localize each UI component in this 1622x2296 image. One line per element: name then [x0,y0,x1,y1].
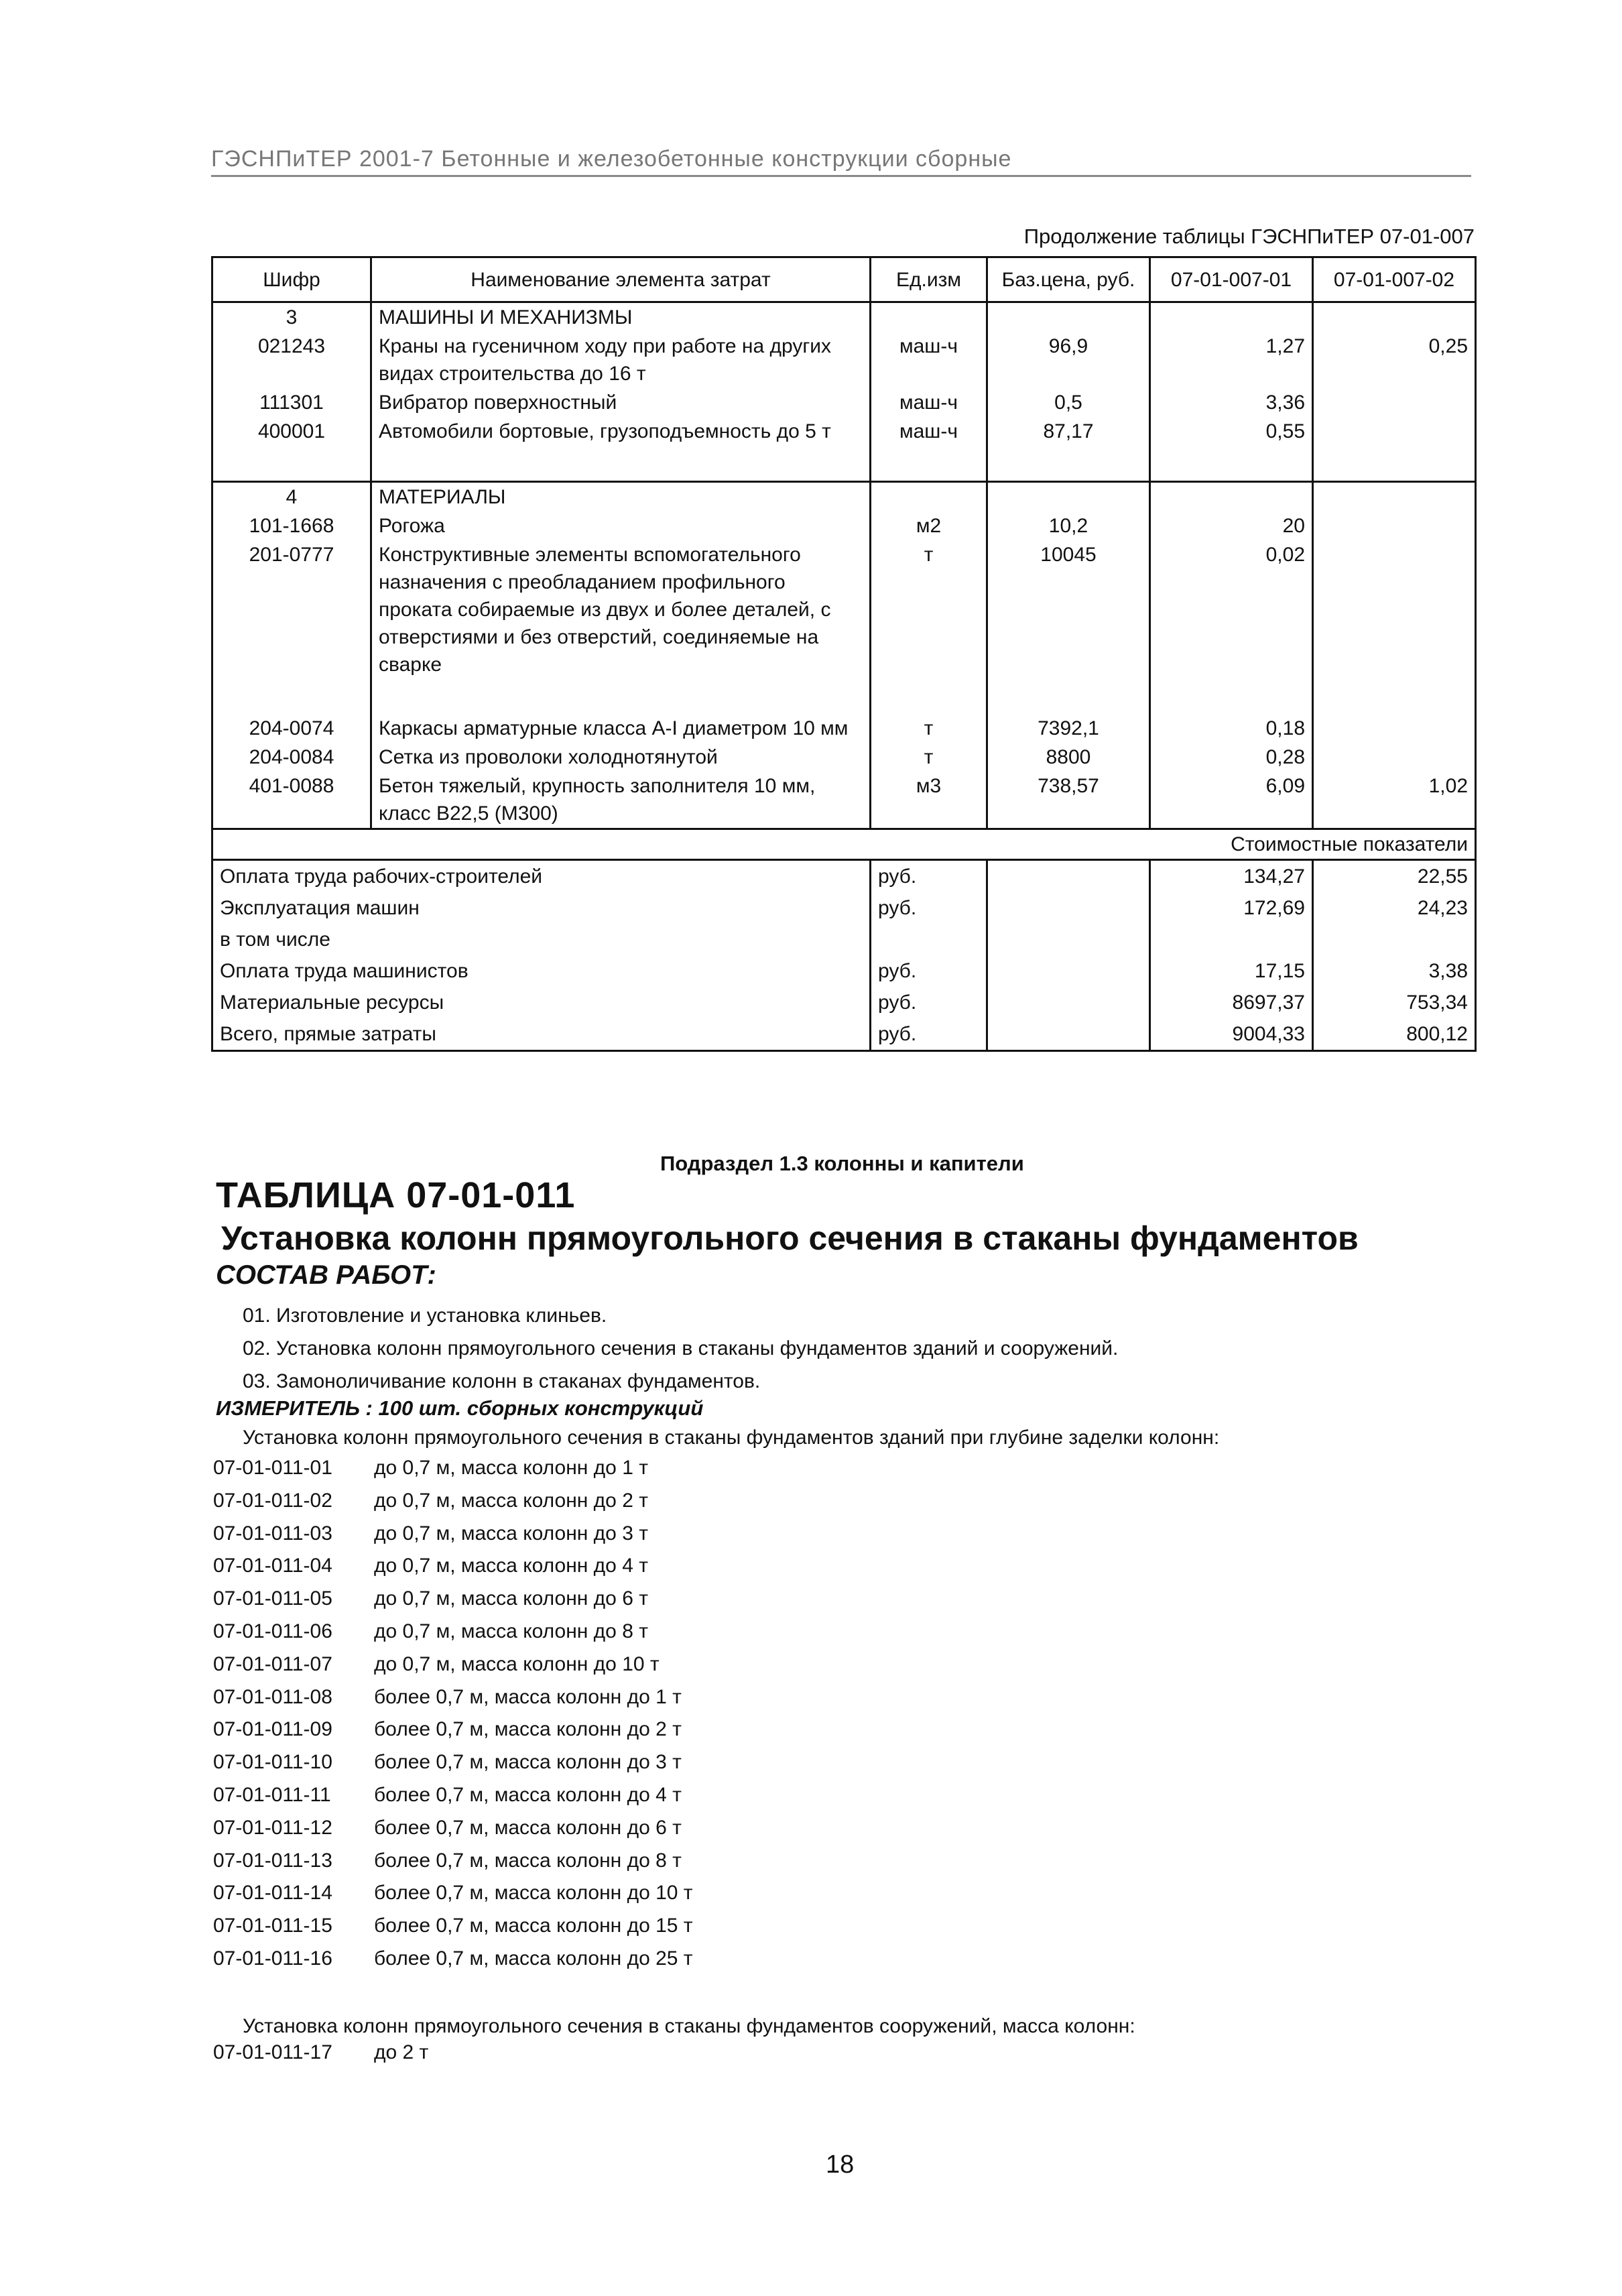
item-code: 07-01-011-10 [213,1751,332,1774]
item-code: 07-01-011-14 [213,1882,332,1905]
row-code: 101-1668 [212,511,371,540]
totals-value-1: 172,69 [1150,892,1313,924]
list-item [213,1616,693,1648]
col-header-unit: Ед.изм [871,257,987,302]
list-item [213,1812,693,1845]
section-code: 4 [212,482,371,512]
row-value-2: 1,02 [1313,772,1476,829]
row-price: 96,9 [987,332,1150,388]
row-value-2 [1313,540,1476,679]
row-value-1: 20 [1150,511,1313,540]
table-row [212,511,1476,540]
col-header-code: Шифр [212,257,371,302]
item-code: 07-01-011-12 [213,1816,332,1839]
table-row [212,417,1476,446]
totals-unit [871,924,987,955]
row-code: 400001 [212,417,371,446]
item-code: 07-01-011-07 [213,1652,332,1675]
list-item [213,1779,693,1812]
item-code: 07-01-011-15 [213,1915,332,1937]
row-unit: т [871,714,987,743]
row-code: 021243 [212,332,371,388]
totals-value-2: 3,38 [1313,955,1476,987]
list-item [213,1681,693,1714]
item-code: 07-01-011-02 [213,1489,332,1512]
work-item: 03. Замоноличивание колонн в стаканах фундаментов. [243,1370,761,1392]
item-desc: более 0,7 м, масса колонн до 10 т [374,1882,693,1905]
item-desc: более 0,7 м, масса колонн до 25 т [374,1947,693,1970]
table-row [212,540,1476,679]
row-code: 111301 [212,388,371,417]
row-value-2: 0,25 [1313,332,1476,388]
row-price: 10045 [987,540,1150,679]
totals-value-2 [1313,924,1476,955]
totals-value-1 [1150,924,1313,955]
list-item [213,1518,693,1551]
row-unit: маш-ч [871,388,987,417]
totals-value-2: 22,55 [1313,860,1476,893]
row-name: Вибратор поверхностный [371,388,871,417]
row-value-1: 6,09 [1150,772,1313,829]
row-value-2 [1313,714,1476,743]
item-desc: до 0,7 м, масса колонн до 3 т [374,1522,648,1545]
section-code: 3 [212,302,371,333]
row-value-1: 3,36 [1150,388,1313,417]
item-code: 07-01-011-17 [213,2041,332,2063]
row-price: 7392,1 [987,714,1150,743]
totals-value-2: 24,23 [1313,892,1476,924]
item-code: 07-01-011-01 [213,1457,332,1479]
table-row [212,772,1476,829]
row-name: Рогожа [371,511,871,540]
work-composition-title: СОСТАВ РАБОТ: [216,1260,436,1290]
row-value-2 [1313,417,1476,446]
item-desc: более 0,7 м, масса колонн до 6 т [374,1816,682,1839]
row-price: 10,2 [987,511,1150,540]
item-code: 07-01-011-09 [213,1718,332,1741]
row-name: Сетка из проволоки холоднотянутой [371,743,871,772]
section-row-machines [212,302,1476,333]
item-desc: более 0,7 м, масса колонн до 4 т [374,1783,682,1806]
row-value-1: 0,18 [1150,714,1313,743]
item-desc: более 0,7 м, масса колонн до 3 т [374,1751,682,1774]
item-desc: до 0,7 м, масса колонн до 10 т [374,1652,660,1675]
table-main-title: Установка колонн прямоугольного сечения в стаканы фундаментов [221,1219,1359,1257]
row-value-1: 0,28 [1150,743,1313,772]
totals-label: Эксплуатация машин [212,892,871,924]
running-header: ГЭСНПиТЕР 2001-7 Бетонные и железобетонные конструкции сборные [211,146,1471,177]
totals-value-1: 134,27 [1150,860,1313,893]
totals-row [212,860,1476,893]
list-item [213,1845,693,1878]
totals-unit: руб. [871,955,987,987]
row-code: 204-0074 [212,714,371,743]
totals-label: в том числе [212,924,871,955]
totals-unit: руб. [871,1018,987,1051]
item-desc: более 0,7 м, масса колонн до 15 т [374,1915,693,1937]
row-unit: т [871,540,987,679]
item-code: 07-01-011-06 [213,1620,332,1642]
row-price: 8800 [987,743,1150,772]
totals-label: Материальные ресурсы [212,987,871,1018]
row-name: Бетон тяжелый, крупность заполнителя 10 мм, класс В22,5 (М300) [371,772,871,829]
work-item: 02. Установка колонн прямоугольного сечения в стаканы фундаментов зданий и сооружений. [243,1337,1119,1360]
list-item [213,1648,693,1681]
list-item [213,1746,693,1779]
totals-row [212,924,1476,955]
row-name: Конструктивные элементы вспомогательного назначения с преобладанием профильного проката собираемые из двух и более деталей, с отверстиями и без отверстий, соединяемые на сварке [371,540,871,679]
item-desc: до 0,7 м, масса колонн до 8 т [374,1620,648,1642]
list-item [213,1452,693,1485]
totals-label: Всего, прямые затраты [212,1018,871,1051]
table-row [212,743,1476,772]
totals-row [212,955,1476,987]
list-item [213,1877,693,1910]
totals-row [212,892,1476,924]
totals-value-1: 17,15 [1150,955,1313,987]
item-code: 07-01-011-04 [213,1555,332,1577]
row-unit: т [871,743,987,772]
cost-indicators-row [212,829,1476,860]
code-list-structures [213,2041,428,2064]
row-value-2 [1313,743,1476,772]
table-row [212,388,1476,417]
item-code: 07-01-011-05 [213,1587,332,1610]
codes-intro: Установка колонн прямоугольного сечения в стаканы фундаментов зданий при глубине заделки колонн: [243,1427,1220,1449]
section-row-materials [212,482,1476,512]
codes-intro-structures: Установка колонн прямоугольного сечения в стаканы фундаментов сооружений, масса колонн: [243,2015,1135,2037]
list-item [213,1583,693,1616]
row-price: 738,57 [987,772,1150,829]
table-header-row [212,257,1476,302]
item-desc: более 0,7 м, масса колонн до 8 т [374,1849,682,1872]
totals-unit: руб. [871,860,987,893]
table-continuation-note: Продолжение таблицы ГЭСНПиТЕР 07-01-007 [1023,225,1475,248]
totals-value-1: 9004,33 [1150,1018,1313,1051]
item-desc: более 0,7 м, масса колонн до 2 т [374,1718,682,1741]
row-price: 87,17 [987,417,1150,446]
list-item [213,1910,693,1943]
row-name: Каркасы арматурные класса А-I диаметром 10 мм [371,714,871,743]
item-desc: до 0,7 м, масса колонн до 2 т [374,1489,648,1512]
row-unit: м2 [871,511,987,540]
section-title: МАТЕРИАЛЫ [371,482,871,512]
row-name: Автомобили бортовые, грузоподъемность до 5 т [371,417,871,446]
list-item [213,1713,693,1746]
item-desc: до 0,7 м, масса колонн до 4 т [374,1555,648,1577]
row-unit: маш-ч [871,417,987,446]
item-code: 07-01-011-16 [213,1947,332,1970]
work-list [243,1299,1118,1398]
row-code: 401-0088 [212,772,371,829]
col-header-v2: 07-01-007-02 [1313,257,1476,302]
col-header-name: Наименование элемента затрат [371,257,871,302]
cost-indicators-label: Стоимостные показатели [212,829,1476,860]
row-unit: м3 [871,772,987,829]
item-code: 07-01-011-13 [213,1849,332,1872]
row-value-2 [1313,388,1476,417]
resource-table [211,256,1477,1052]
item-code: 07-01-011-11 [213,1783,331,1806]
totals-label: Оплата труда машинистов [212,955,871,987]
list-item [213,1485,693,1518]
row-value-2 [1313,511,1476,540]
row-price: 0,5 [987,388,1150,417]
totals-value-2: 753,34 [1313,987,1476,1018]
totals-row [212,987,1476,1018]
totals-unit: руб. [871,892,987,924]
totals-unit: руб. [871,987,987,1018]
list-item [213,1943,693,1976]
subsection-title: Подраздел 1.3 колонны и капители [660,1152,1024,1175]
list-item [213,2041,428,2064]
section-title: МАШИНЫ И МЕХАНИЗМЫ [371,302,871,333]
code-list [213,1452,693,1976]
item-code: 07-01-011-08 [213,1685,332,1708]
col-header-price: Баз.цена, руб. [987,257,1150,302]
row-code: 201-0777 [212,540,371,679]
list-item [213,1550,693,1583]
row-code: 204-0084 [212,743,371,772]
table-row [212,332,1476,388]
row-value-1: 0,02 [1150,540,1313,679]
work-item: 01. Изготовление и установка клиньев. [243,1305,607,1327]
table-row [212,714,1476,743]
item-desc: до 0,7 м, масса колонн до 1 т [374,1457,648,1479]
col-header-v1: 07-01-007-01 [1150,257,1313,302]
row-value-1: 0,55 [1150,417,1313,446]
measure-unit: ИЗМЕРИТЕЛЬ : 100 шт. сборных конструкций [216,1396,704,1420]
item-desc: более 0,7 м, масса колонн до 1 т [374,1685,682,1708]
row-unit: маш-ч [871,332,987,388]
totals-label: Оплата труда рабочих-строителей [212,860,871,893]
totals-value-2: 800,12 [1313,1018,1476,1051]
totals-value-1: 8697,37 [1150,987,1313,1018]
item-desc: до 0,7 м, масса колонн до 6 т [374,1587,648,1610]
row-value-1: 1,27 [1150,332,1313,388]
item-code: 07-01-011-03 [213,1522,332,1545]
item-desc: до 2 т [374,2041,429,2063]
row-name: Краны на гусеничном ходу при работе на других видах строительства до 16 т [371,332,871,388]
table-number-title: ТАБЛИЦА 07-01-011 [216,1175,576,1215]
totals-row [212,1018,1476,1051]
page-number: 18 [826,2151,855,2179]
